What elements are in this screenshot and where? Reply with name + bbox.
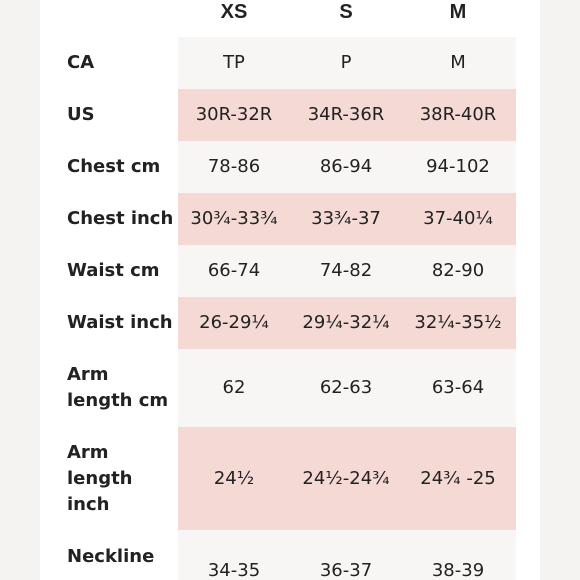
table-row-us (40, 89, 540, 141)
cell-m: 82-90 (431, 260, 485, 281)
row-label: Chest cm (67, 156, 161, 177)
cell-xs: TP (223, 52, 245, 73)
cell-xs: 34-35 (207, 560, 261, 580)
table-row-ca (40, 37, 540, 89)
cell-s: 24½-24¾ (302, 468, 390, 489)
cell-s: 29¼-32¼ (302, 312, 390, 333)
table-row-chest-cm (40, 141, 540, 193)
row-label: Chest inch (67, 208, 174, 229)
cell-xs: 30R-32R (195, 104, 273, 125)
cell-m: 37-40¼ (423, 208, 493, 229)
cell-s: 36-37 (319, 560, 373, 580)
row-label: Arm length inch (67, 442, 133, 515)
table-row-waist-inch (40, 297, 540, 349)
cell-xs: 62 (222, 377, 246, 398)
cell-xs: 24½ (213, 468, 255, 489)
row-label: Arm length cm (67, 364, 169, 411)
table-row-arm-length-inch (40, 427, 540, 530)
table-row-waist-cm (40, 245, 540, 297)
cell-m: 38-39 (431, 560, 485, 580)
cell-xs: 66-74 (207, 260, 261, 281)
size-header-s: S (339, 1, 353, 23)
size-header-xs: XS (220, 1, 248, 23)
cell-m: 63-64 (431, 377, 485, 398)
table-row-arm-length-cm (40, 349, 540, 427)
table-row-chest-inch (40, 193, 540, 245)
row-label: Neckline (67, 546, 155, 567)
cell-xs: 30¾-33¾ (190, 208, 278, 229)
cell-s: 33¾-37 (311, 208, 381, 229)
table-row-neckline (40, 530, 540, 580)
cell-xs: 26-29¼ (199, 312, 269, 333)
cell-m: M (450, 52, 466, 73)
size-header-m: M (449, 1, 467, 23)
cell-s: 62-63 (319, 377, 373, 398)
size-chart-table (40, 0, 540, 580)
row-label: Waist inch (67, 312, 173, 333)
cell-m: 24¾ -25 (420, 468, 496, 489)
row-label: US (67, 104, 95, 125)
cell-xs: 78-86 (207, 156, 261, 177)
cell-s: 86-94 (319, 156, 373, 177)
row-label: Waist cm (67, 260, 160, 281)
cell-m: 38R-40R (419, 104, 497, 125)
cell-s: 74-82 (319, 260, 373, 281)
cell-m: 32¼-35½ (414, 312, 502, 333)
cell-s: P (340, 52, 352, 73)
cell-m: 94-102 (426, 156, 490, 177)
cell-s: 34R-36R (307, 104, 385, 125)
row-label: CA (67, 52, 95, 73)
